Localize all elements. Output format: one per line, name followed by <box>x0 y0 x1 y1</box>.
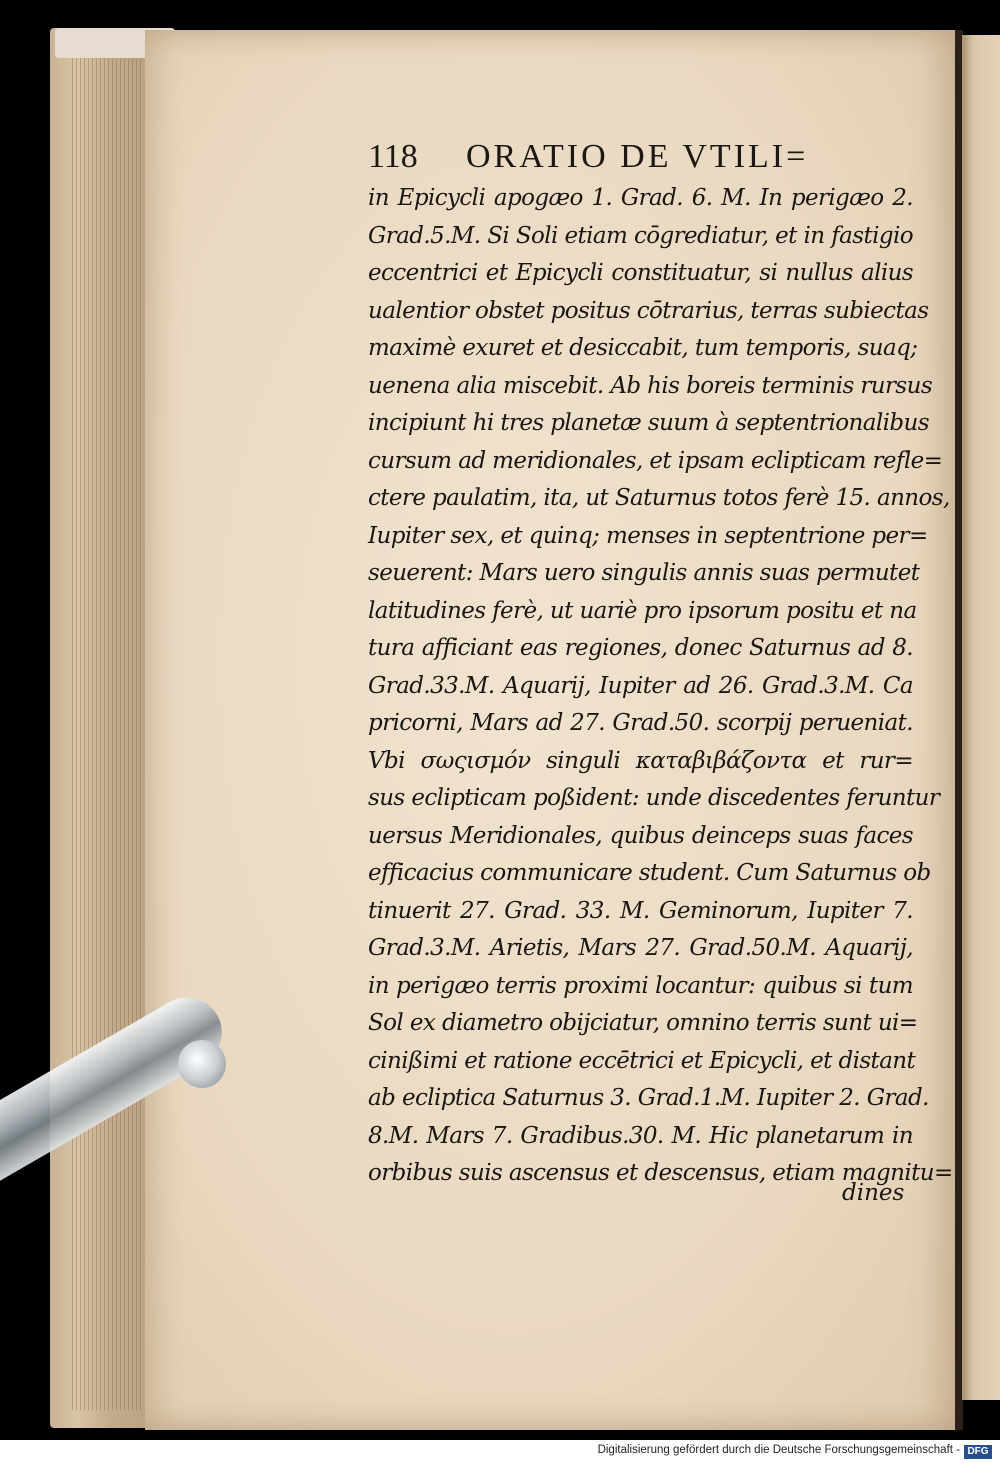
text-line: uersus Meridionales, quibus deinceps suas faces <box>368 822 913 849</box>
text-line: Grad.5.M. Si Soli etiam cōgrediatur, et in fastigio <box>368 222 913 249</box>
text-line: cursum ad meridionales, et ipsam eclipticam refle= <box>368 447 943 474</box>
running-header <box>368 138 808 176</box>
text-line: 8.M. Mars 7. Gradibus.30. M. Hic planetarum in <box>368 1122 913 1149</box>
text-line: Sol ex diametro obijciatur, omnino terris sunt ui= <box>368 1010 918 1036</box>
text-line: pricorni, Mars ad 27. Grad.50. scorpij perueniat. <box>368 710 913 736</box>
text-line: ctere paulatim, ita, ut Saturnus totos ferè 15. annos, <box>368 485 950 511</box>
text-line: Grad.3.M. Arietis, Mars 27. Grad.50.M. Aquarij, <box>368 935 913 961</box>
text-line: ab ecliptica Saturnus 3. Grad.1.M. Iupiter 2. Grad. <box>368 1085 929 1111</box>
text-line: incipiunt hi tres planetæ suum à septentrionalibus <box>368 410 929 436</box>
text-line: tura afficiant eas regiones, donec Saturnus ad 8. <box>368 635 913 661</box>
footer-bar <box>0 1440 1000 1464</box>
text-line: eccentrici et Epicycli constituatur, si nullus alius <box>368 260 913 286</box>
text-line: seuerent: Mars uero singulis annis suas permutet <box>368 560 920 586</box>
text-line: ualentior obstet positus cōtrarius, terras subiectas <box>368 297 929 324</box>
text-line: Iupiter sex, et quinq; menses in septentrione per= <box>368 522 928 549</box>
text-line: latitudines ferè, ut uariè pro ipsorum positu et na <box>368 597 917 624</box>
catchword: dines <box>842 1180 905 1206</box>
body-text <box>368 180 953 1193</box>
running-title: ORATIO DE VTILI= <box>466 138 809 175</box>
text-line: uenena alia miscebit. Ab his boreis terminis rursus <box>368 372 933 399</box>
text-line: cinißimi et ratione eccētrici et Epicycli, et distant <box>368 1047 916 1074</box>
text-line: in perigæo terris proximi locantur: quibus si tum <box>368 972 913 999</box>
pen-tip <box>178 1040 226 1088</box>
text-line: maximè exuret et desiccabit, tum temporis, suaq; <box>368 335 918 361</box>
dfg-logo: DFG <box>964 1445 992 1459</box>
text-line: in Epicycli apogæo 1. Grad. 6. M. In perigæo 2. <box>368 185 913 211</box>
text-line: Vbi σωςισμόν singuli καταβιβάζοντα et rur= <box>368 747 913 774</box>
text-line: sus eclipticam poßident: unde discedentes feruntur <box>368 785 940 811</box>
facing-page-edge <box>962 35 1000 1400</box>
book-page-edge-lines <box>72 40 142 1410</box>
text-line: tinuerit 27. Grad. 33. M. Geminorum, Iupiter 7. <box>368 897 913 924</box>
text-line: orbibus suis ascensus et descensus, etiam magnitu= <box>368 1160 953 1186</box>
footer-credit: Digitalisierung gefördert durch die Deutsche Forschungsgemeinschaft - <box>597 1444 960 1456</box>
text-line: Grad.33.M. Aquarij, Iupiter ad 26. Grad.3.M. Ca <box>368 672 913 699</box>
text-line: efficacius communicare student. Cum Saturnus ob <box>368 860 931 886</box>
page-number: 118 <box>368 138 418 175</box>
